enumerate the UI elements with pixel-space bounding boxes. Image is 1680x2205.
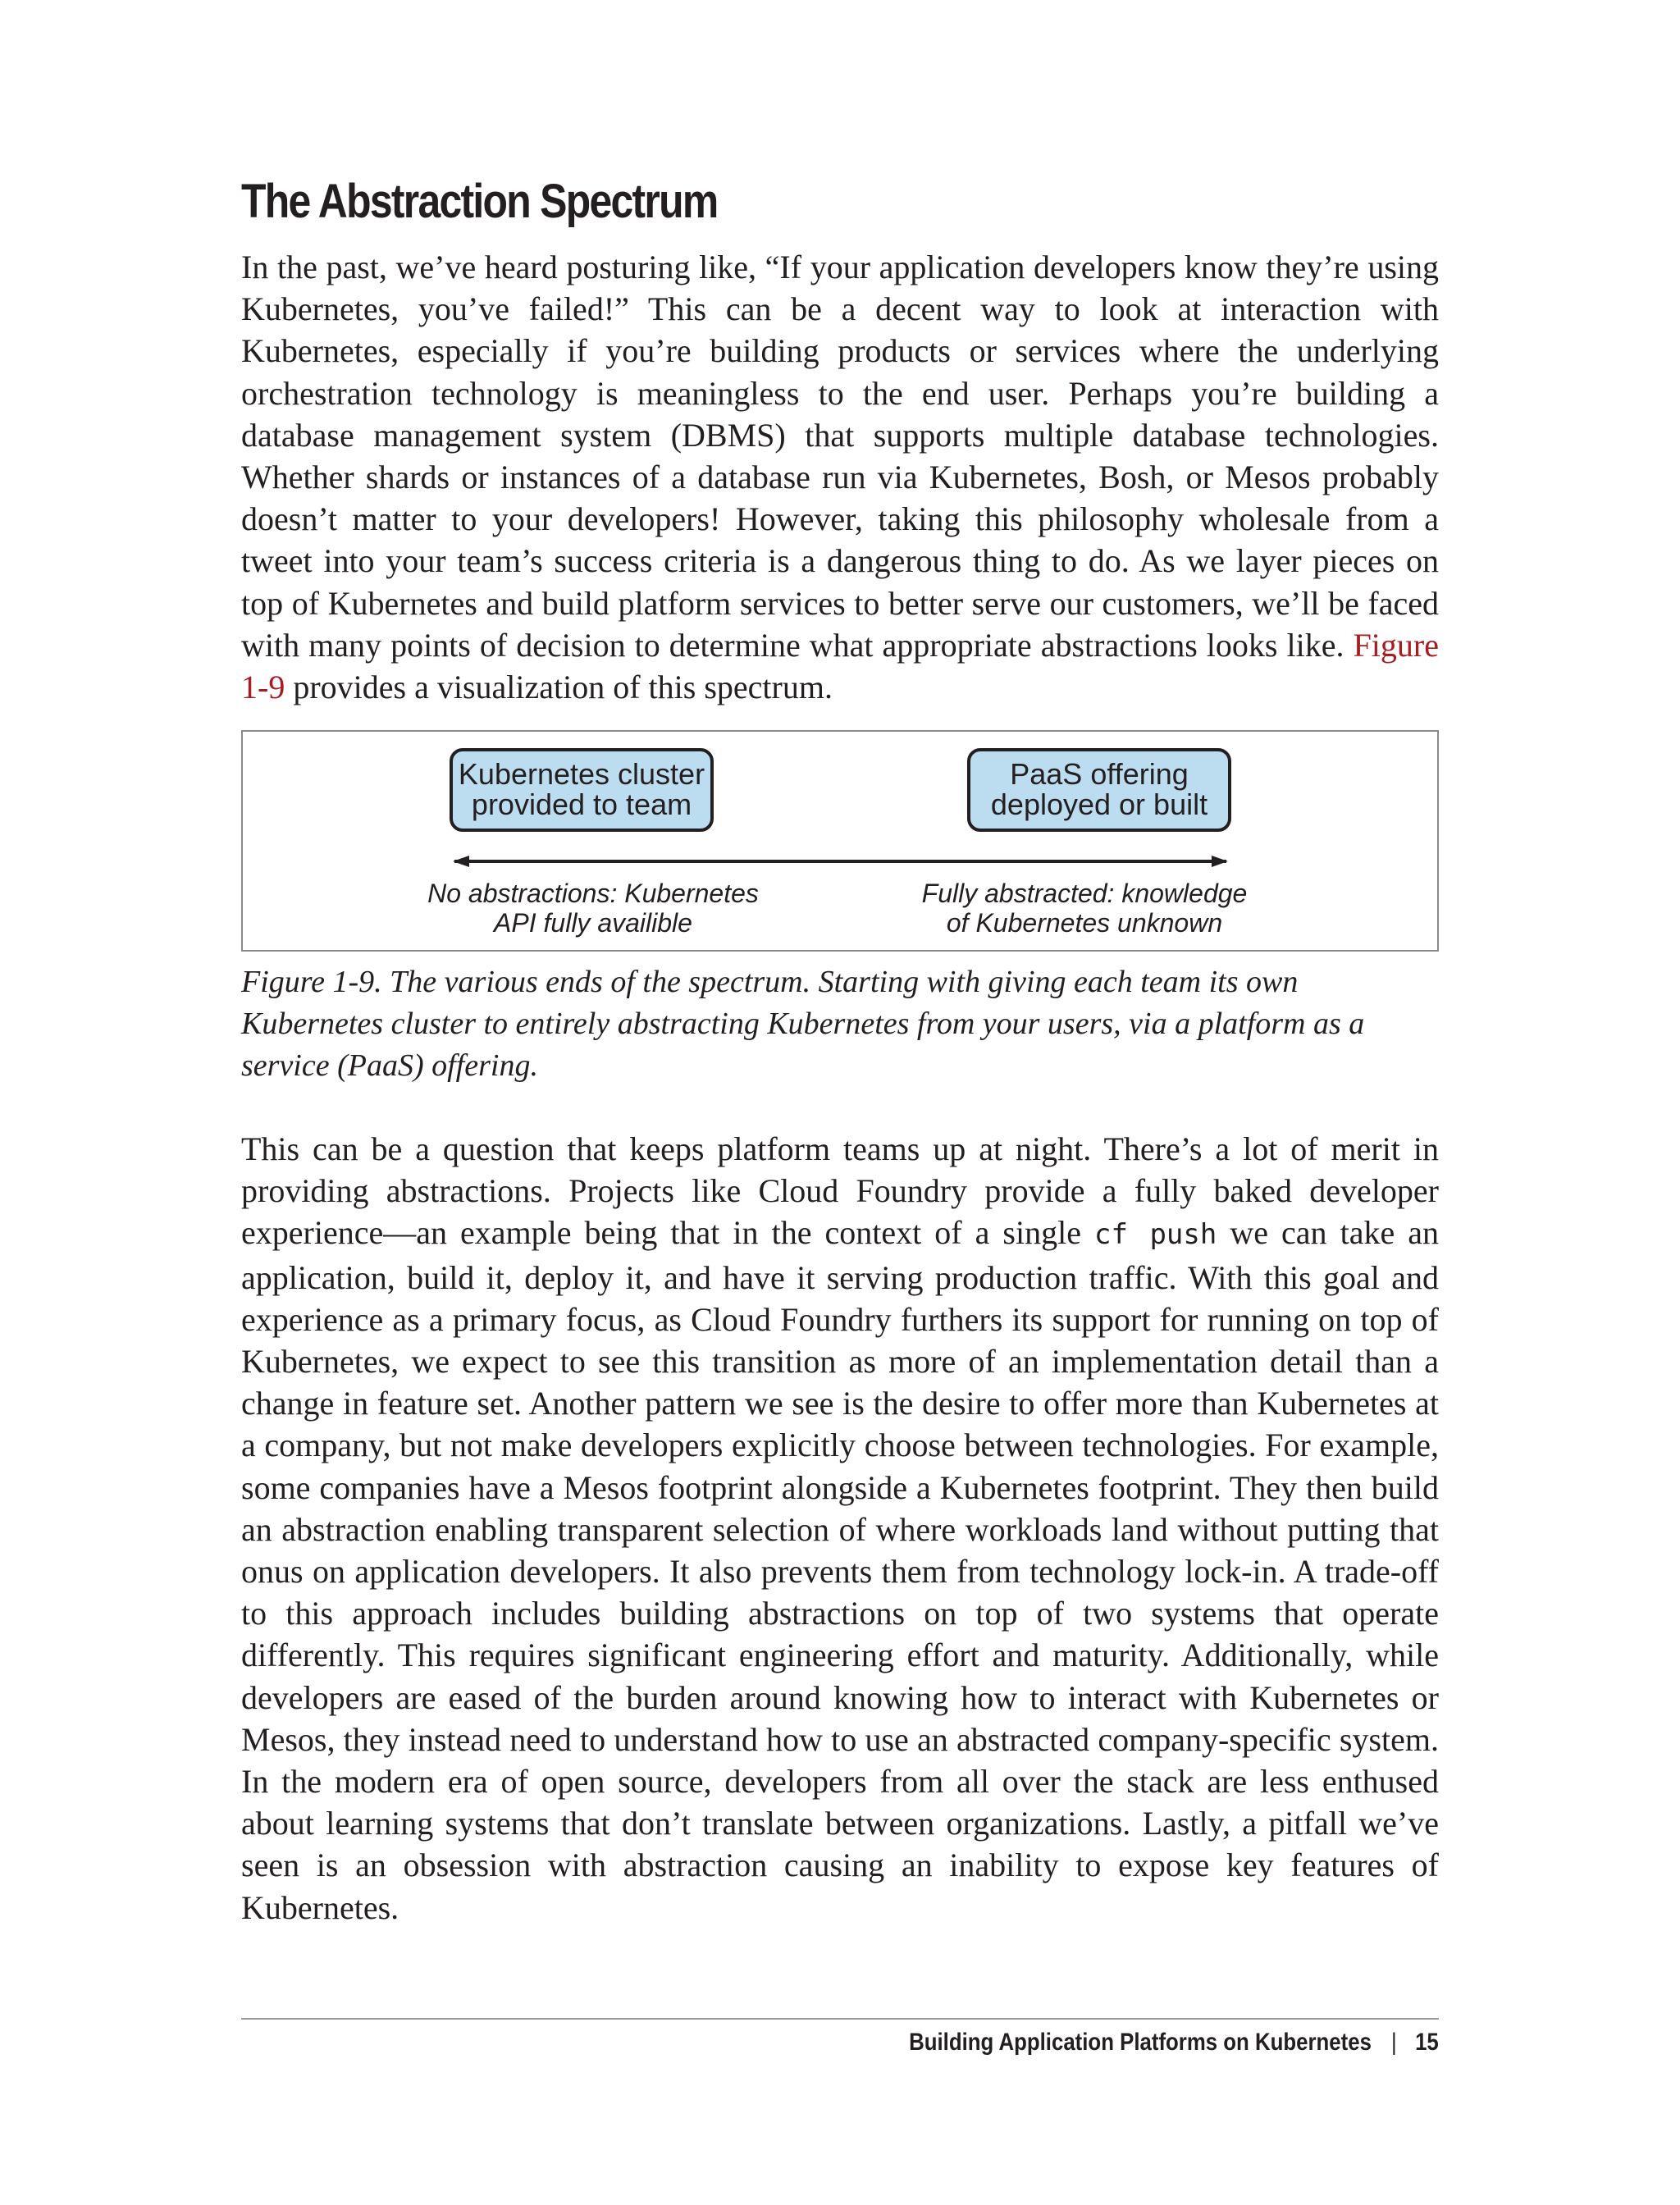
paragraph-text: we can take an application, build it, deploy it, and have it serving production traffic. With this goal and experience as a primary focus, as Cloud Foundry furthers its support for running on top of Kubernetes, we expect to see this transition as more of an implementation detail than a change in feature set. Another pattern we see is the desire to offer more than Kubernetes at a company, but not make developers explicitly choose between technologies. For example, some companies have a Mesos footprint alongside a Kubernetes footprint. They then build an abstraction enabling transparent selection of where workloads land without putting that onus on application developers. It also prevents them from technology lock-in. A trade-off to this approach includes building abstractions on top of two systems that operate differently. This requires significant engineering effort and maturity. Additionally, while developers are eased of the burden around knowing how to interact with Kubernetes or Mesos, they instead need to understand how to use an abstracted company-specific system. In the modern era of open source, developers from all over the stack are less enthused about learning systems that don’t translate between organizations. Lastly, a pitfall we’ve seen is an obsession with abstraction causing an inability to expose key features of Kubernetes.: [241, 1214, 1440, 1926]
page-footer: [909, 2026, 1439, 2059]
page-number: 15: [1415, 2029, 1439, 2056]
kubernetes-cluster-label-line2: provided to team: [471, 788, 692, 821]
figure-caption: Figure 1-9. The various ends of the spectrum. Starting with giving each team its own Kubernetes cluster to entirely abstracting Kubernetes from your users, via a platform as a service (PaaS) offering.: [241, 965, 1365, 1084]
inline-code: cf push: [1094, 1218, 1217, 1252]
kubernetes-cluster-label-line1: Kubernetes cluster: [458, 757, 705, 791]
paragraph-text: provides a visualization of this spectrum.: [293, 669, 833, 706]
paas-offering-label-line2: deployed or built: [990, 788, 1208, 821]
paragraph-intro: [241, 246, 1439, 708]
footer-separator: |: [1391, 2029, 1397, 2056]
running-title: Building Application Platforms on Kubernetes: [909, 2029, 1372, 2056]
spectrum-diagram: [243, 732, 1440, 953]
fully-abstracted-label-line1: Fully abstracted: knowledge: [921, 879, 1248, 908]
footer-divider: [241, 2018, 1439, 2020]
paas-offering-label-line1: PaaS offering: [1010, 757, 1189, 791]
abstraction-spectrum-figure: [241, 730, 1439, 952]
no-abstractions-label-line2: API fully availible: [494, 908, 692, 938]
figure-link[interactable]: Figure 1-9: [241, 626, 1439, 706]
no-abstractions-label-line1: No abstractions: Kubernetes: [427, 879, 759, 908]
paragraph-text: In the past, we’ve heard posturing like, “If your application developers know they’re using Kubernetes, you’ve failed!” This can be a decent way to look at interaction with Kubernetes, especially if you’re building products or services where the underlying orchestration technology is meaningless to the end user. Perhaps you’re building a database management system (DBMS) that supports multiple database technologies. Whether shards or instances of a database run via Kubernetes, Bosh, or Mesos probably doesn’t matter to your developers! However, taking this philosophy wholesale from a tweet into your team’s success criteria is a dangerous thing to do. As we layer pieces on top of Kubernetes and build platform services to better serve our customers, we’ll be faced with many points of decision to determine what appropriate abstractions looks like.: [241, 249, 1439, 664]
paragraph-abstractions: [241, 1128, 1439, 1929]
paragraph-text: This can be a question that keeps platform teams up at night. There’s a lot of merit in providing abstractions. Projects like Cloud Foundry provide a fully baked developer experience—an example being that in the context of a single: [241, 1130, 1439, 1252]
fully-abstracted-label-line2: of Kubernetes unknown: [946, 908, 1223, 938]
section-heading: The Abstraction Spectrum: [241, 175, 718, 228]
